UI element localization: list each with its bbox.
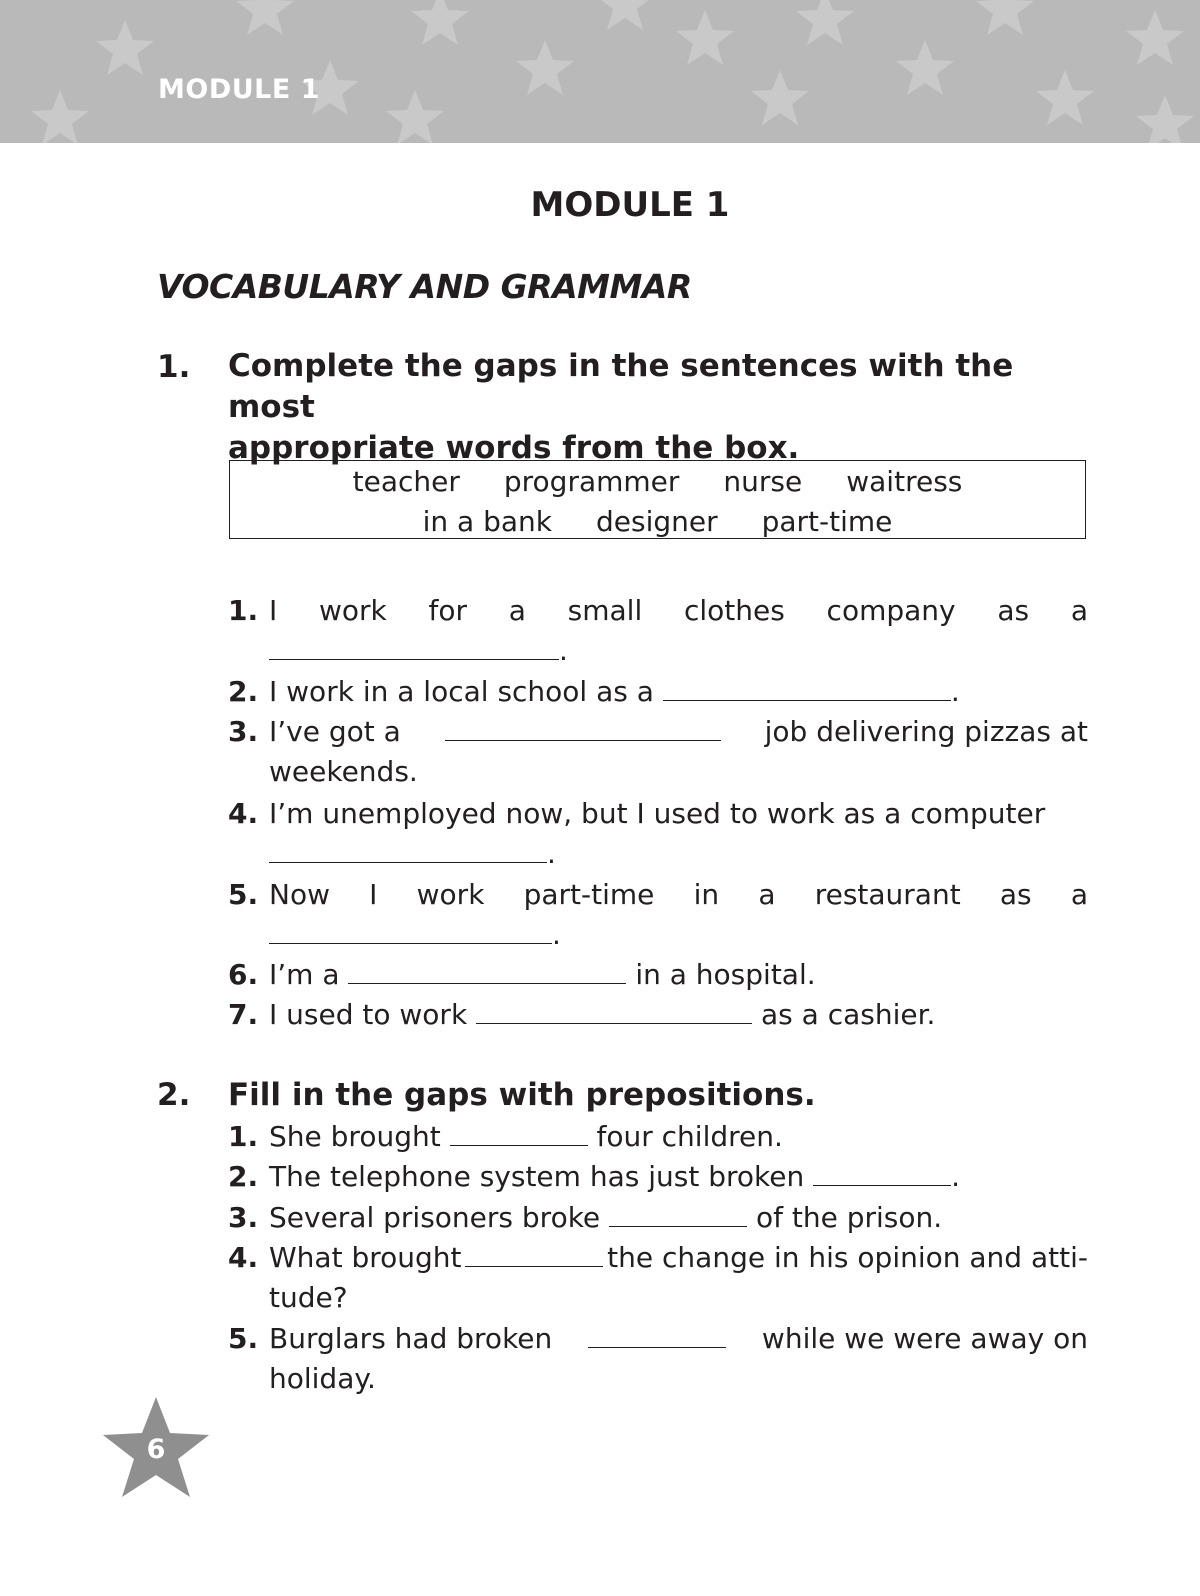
exercise-2-item	[228, 1319, 1088, 1399]
item-number: 1.	[228, 594, 259, 627]
answer-blank[interactable]	[588, 1319, 726, 1348]
word-box-word: teacher	[352, 465, 460, 498]
exercise-2-item	[228, 1198, 1088, 1238]
answer-blank[interactable]	[813, 1157, 951, 1186]
item-line-2	[269, 631, 1088, 671]
answer-blank[interactable]	[269, 631, 559, 660]
answer-blank[interactable]	[476, 995, 752, 1024]
item-line	[269, 995, 1088, 1035]
exercise-1-item	[228, 955, 1088, 995]
item-text: I’m a	[269, 958, 340, 991]
exercise-2-item	[228, 1157, 1088, 1197]
item-text: four children.	[596, 1120, 783, 1153]
item-line	[269, 955, 1088, 995]
item-number: 2.	[228, 675, 259, 708]
exercise-1-item	[228, 875, 1088, 955]
item-line	[269, 712, 1088, 752]
word-box-word: designer	[595, 505, 718, 538]
word-box-row-2	[230, 505, 1085, 538]
item-text: weekends.	[269, 755, 418, 788]
item-text: What brought	[269, 1241, 462, 1274]
item-text: the change in his opinion and atti-	[607, 1241, 1088, 1274]
item-text: .	[950, 675, 960, 708]
item-line	[269, 1319, 1088, 1359]
star-pattern	[0, 0, 1200, 143]
item-number: 6.	[228, 958, 259, 991]
item-line	[269, 672, 1088, 712]
word-box	[229, 460, 1086, 539]
item-text: in a hospital.	[635, 958, 816, 991]
answer-blank[interactable]	[445, 712, 721, 741]
item-text: I’m unemployed now, but I used to work as a computer	[269, 797, 1046, 830]
item-line	[269, 1157, 1088, 1197]
item-line-2	[269, 915, 1088, 955]
item-text: The telephone system has just broken	[269, 1160, 805, 1193]
exercise-1-item	[228, 995, 1088, 1035]
item-number: 2.	[228, 1160, 259, 1193]
exercise-1-instruction	[228, 346, 1108, 469]
exercise-2-instruction: Fill in the gaps with prepositions.	[228, 1077, 816, 1113]
item-text: tude?	[269, 1281, 348, 1314]
item-number: 5.	[228, 1322, 259, 1355]
item-line-2	[269, 834, 1088, 874]
header-band	[0, 0, 1200, 143]
page-title: MODULE 1	[530, 185, 730, 225]
item-number: 3.	[228, 1201, 259, 1234]
header-module-label: MODULE 1	[158, 74, 320, 105]
item-number: 4.	[228, 797, 259, 830]
item-text: I used to work	[269, 998, 468, 1031]
exercise-1-instruction-line: Complete the gaps in the sentences with the most	[228, 348, 1014, 425]
answer-blank[interactable]	[348, 955, 626, 984]
answer-blank[interactable]	[465, 1238, 603, 1267]
item-text: as a cashier.	[760, 998, 936, 1031]
exercise-1-item	[228, 672, 1088, 712]
item-text: Now I work part-time in a restaurant as a	[269, 878, 1088, 911]
item-text: while we were away on	[761, 1322, 1088, 1355]
item-text: holiday.	[269, 1362, 376, 1395]
word-box-word: programmer	[503, 465, 680, 498]
item-text: I’ve got a	[269, 715, 401, 748]
exercise-2-item	[228, 1238, 1088, 1318]
item-text: I work for a small clothes company as a	[269, 594, 1088, 627]
answer-blank[interactable]	[269, 834, 547, 863]
item-number: 7.	[228, 998, 259, 1031]
item-number: 5.	[228, 878, 259, 911]
item-number: 1.	[228, 1120, 259, 1153]
item-number: 4.	[228, 1241, 259, 1274]
item-text: of the prison.	[755, 1201, 943, 1234]
item-text: Burglars had broken	[269, 1322, 553, 1355]
exercise-2-item	[228, 1117, 1088, 1157]
item-text: job delivering pizzas at	[764, 715, 1088, 748]
word-box-word: nurse	[723, 465, 803, 498]
answer-blank[interactable]	[450, 1117, 588, 1146]
item-text: .	[547, 837, 556, 870]
item-text: Several prisoners broke	[269, 1201, 601, 1234]
item-line	[269, 1238, 1088, 1278]
answer-blank[interactable]	[269, 915, 552, 944]
section-title: VOCABULARY AND GRAMMAR	[157, 267, 692, 306]
exercise-1-number: 1.	[157, 349, 191, 385]
answer-blank[interactable]	[663, 672, 951, 701]
item-line	[269, 1117, 1088, 1157]
word-box-word: part-time	[761, 505, 893, 538]
word-box-word: waitress	[846, 465, 963, 498]
answer-blank[interactable]	[609, 1198, 747, 1227]
item-text: She brought	[269, 1120, 441, 1153]
item-number: 3.	[228, 715, 259, 748]
exercise-2-number: 2.	[157, 1077, 191, 1113]
exercise-1-instruction-line: appropriate words from the box.	[228, 430, 800, 466]
exercise-1-item	[228, 712, 1088, 792]
exercise-1-item	[228, 794, 1088, 874]
item-text: I work in a local school as a	[269, 675, 654, 708]
item-text: .	[559, 634, 568, 667]
item-line	[269, 1198, 1088, 1238]
word-box-row-1	[230, 465, 1085, 498]
exercise-1-item	[228, 591, 1088, 671]
item-text: .	[951, 1160, 961, 1193]
page-number: 6	[146, 1434, 166, 1465]
word-box-word: in a bank	[422, 505, 552, 538]
item-text: .	[552, 918, 561, 951]
